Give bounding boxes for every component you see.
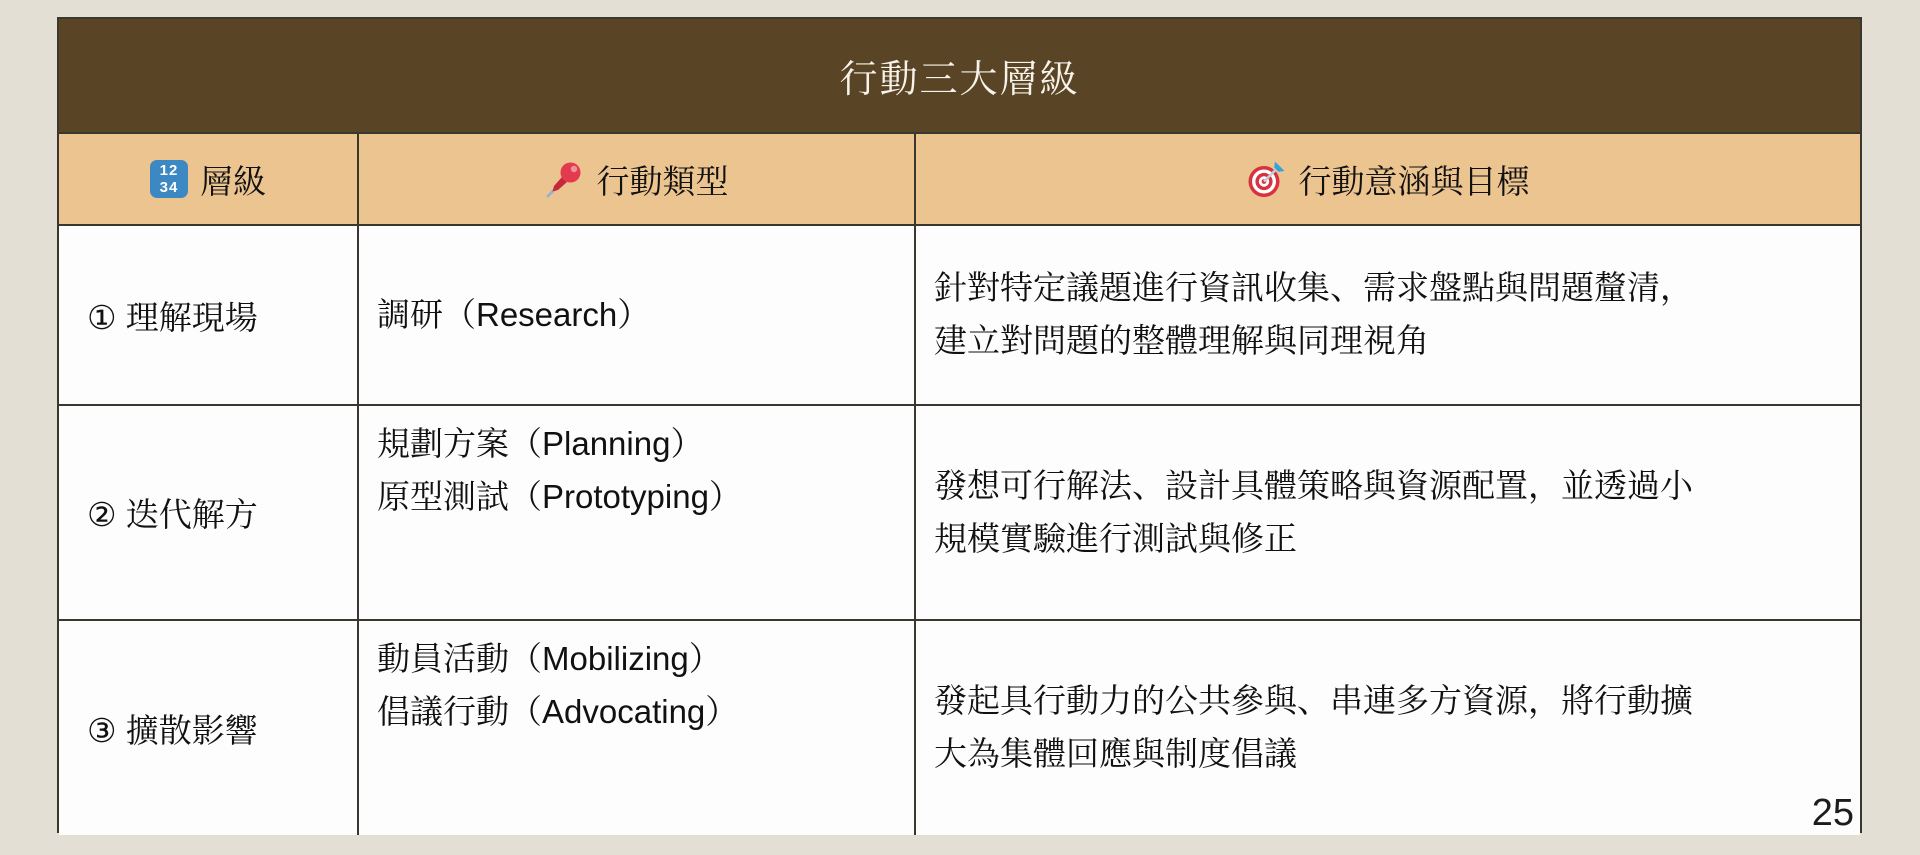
column-header-level [59, 132, 357, 224]
column-header-action-type [357, 132, 914, 224]
type-cell-row3 [357, 619, 914, 835]
type-line: 調研（Research） [377, 295, 651, 333]
description-line: 發想可行解法、設計具體策略與資源配置，並透過小 [934, 466, 1693, 504]
level-cell-row3: ③ 擴散影響 [59, 619, 357, 835]
description-line: 大為集體回應與制度倡議 [934, 735, 1297, 772]
page-number: 25 [1811, 792, 1854, 834]
description-line: 針對特定議題進行資訊收集、需求盤點與問題釐清， [934, 269, 1693, 307]
level-cell-row2: ② 迭代解方 [59, 404, 357, 619]
type-cell-row1 [357, 224, 914, 404]
input-numbers-icon [150, 160, 188, 198]
type-line: 規劃方案（Planning） [377, 425, 704, 462]
level-cell-row1: ① 理解現場 [59, 224, 357, 404]
type-line: 原型測試（Prototyping） [377, 477, 742, 515]
description-line: 發起具行動力的公共參與、串連多方資源，將行動擴 [934, 682, 1693, 720]
description-cell-row1 [914, 224, 1860, 404]
description-cell-row3 [914, 619, 1860, 835]
input-numbers-icon-row2: 34 [159, 179, 179, 196]
pushpin-icon [545, 159, 585, 199]
type-cell-row2 [357, 404, 914, 619]
column-header-meaning-goal-label: 行動意涵與目標 [1298, 162, 1530, 200]
column-header-action-type-label: 行動類型 [596, 162, 729, 200]
input-numbers-icon-row1: 12 [159, 161, 179, 179]
column-header-meaning-goal [914, 132, 1860, 224]
column-header-level-label: 層級 [200, 162, 266, 200]
type-line: 倡議行動（Advocating） [377, 692, 739, 730]
levels-table [57, 17, 1862, 833]
description-cell-row2 [914, 404, 1860, 619]
table-title: 行動三大層級 [59, 19, 1860, 132]
description-line: 規模實驗進行測試與修正 [934, 519, 1297, 557]
target-icon [1247, 159, 1287, 199]
type-line: 動員活動（Mobilizing） [377, 640, 722, 677]
description-line: 建立對問題的整體理解與同理視角 [934, 322, 1429, 359]
